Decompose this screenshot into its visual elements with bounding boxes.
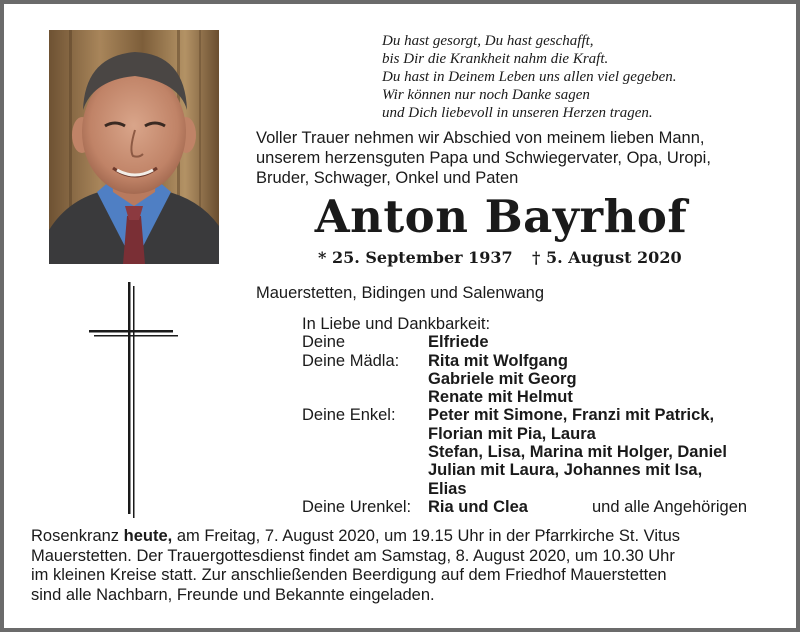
birth-date: * 25. September 1937 xyxy=(318,248,513,267)
family-name-line: Gabriele mit Georg xyxy=(428,369,577,388)
funeral-details xyxy=(31,527,771,605)
family-names xyxy=(428,406,727,497)
family-name-line: Peter mit Simone, Franzi mit Patrick, xyxy=(428,406,715,425)
death-date: † 5. August 2020 xyxy=(532,248,682,267)
intro-line: Bruder, Schwager, Onkel und Paten xyxy=(256,169,519,187)
poem-line: Du hast gesorgt, Du hast geschafft, xyxy=(382,33,594,49)
family-names xyxy=(428,498,528,516)
poem xyxy=(382,32,782,122)
family-name-line: Florian mit Pia, Laura xyxy=(428,424,596,443)
family-role: Deine xyxy=(302,333,346,352)
family-heading: In Liebe und Dankbarkeit: xyxy=(302,315,491,333)
intro-line: Voller Trauer nehmen wir Abschied von meinem lieben Mann, xyxy=(256,129,705,147)
footer-line xyxy=(31,527,771,547)
family-row xyxy=(302,498,772,516)
family-name-line: Elfriede xyxy=(428,333,489,352)
footer-line: sind alle Nachbarn, Freunde und Bekannte eingeladen. xyxy=(31,585,435,604)
footer-text: Rosenkranz xyxy=(31,527,124,545)
family-row xyxy=(302,406,772,497)
family-name-line: Julian mit Laura, Johannes mit Isa, xyxy=(428,461,703,480)
life-dates xyxy=(318,248,758,268)
footer-line: im kleinen Kreise statt. Zur anschließenden Beerdigung auf dem Friedhof Mauerstetten xyxy=(31,566,667,584)
poem-line: bis Dir die Krankheit nahm die Kraft. xyxy=(382,51,609,67)
portrait-photo xyxy=(49,30,219,264)
place-names: Mauerstetten, Bidingen und Salenwang xyxy=(256,284,545,302)
family-names xyxy=(428,352,577,407)
footer-text: am Freitag, 7. August 2020, um 19.15 Uhr in der Pfarrkirche St. Vitus xyxy=(172,527,681,545)
family-name-line: Rita mit Wolfgang xyxy=(428,351,568,370)
family-name-line: Elias xyxy=(428,479,467,498)
family-role: Deine Enkel: xyxy=(302,406,396,425)
family-list xyxy=(302,315,772,516)
intro-text xyxy=(256,128,786,188)
poem-line: Wir können nur noch Danke sagen xyxy=(382,87,590,103)
family-name-line: Renate mit Helmut xyxy=(428,388,573,407)
family-row xyxy=(302,333,772,351)
footer-emphasis: heute, xyxy=(123,527,173,545)
family-row xyxy=(302,352,772,407)
family-name-line: Ria und Clea xyxy=(428,497,528,516)
deceased-name: Anton Bayrhof xyxy=(314,190,688,243)
family-role: Deine Mädla: xyxy=(302,351,400,370)
family-role: Deine Urenkel: xyxy=(302,497,412,516)
footer-line: Mauerstetten. Der Trauergottesdienst findet am Samstag, 8. August 2020, um 10.30 Uhr xyxy=(31,546,675,565)
poem-line: Du hast in Deinem Leben uns allen viel gegeben. xyxy=(382,69,677,85)
family-names xyxy=(428,333,489,351)
other-relatives: und alle Angehörigen xyxy=(592,497,748,516)
intro-line: unserem herzensguten Papa und Schwiegervater, Opa, Uropi, xyxy=(256,149,711,167)
cross-icon xyxy=(86,282,178,518)
family-name-line: Stefan, Lisa, Marina mit Holger, Daniel xyxy=(428,443,727,462)
poem-line: und Dich liebevoll in unseren Herzen tragen. xyxy=(382,105,653,121)
